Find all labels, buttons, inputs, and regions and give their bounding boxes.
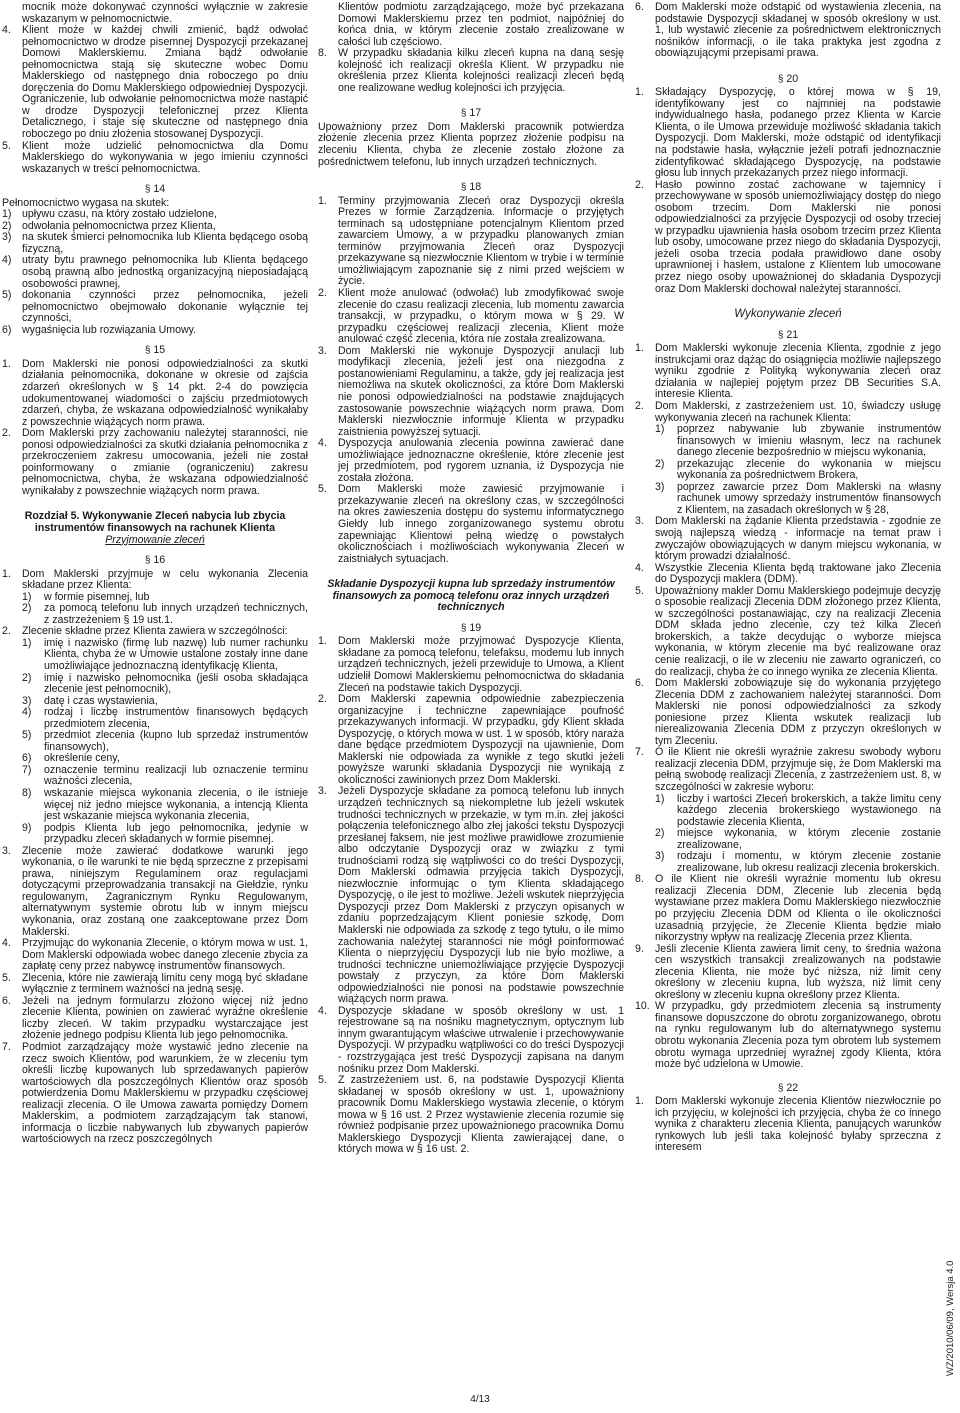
item-number: 4.	[2, 24, 11, 37]
section-heading-20: § 20	[777, 72, 799, 85]
list-item: 2. Klient może anulować (odwołać) lub zmodyfikować swoje zlecenie do czasu realizacji zlecenia, lub momentu zawarcia transakcji, w przypadku, o którym mowa w § 29. W przypadku częściowej realizacji zlecenia, Klient może anulować część zlecenia, która nie została zrealizowana.	[318, 287, 624, 346]
list-item: 6) wygaśnięcia lub rozwiązania Umowy.	[2, 323, 197, 336]
list-item: 7. Podmiot zarządzający może wystawić jedno zlecenie na rzecz swoich Klientów, pod warunkiem, że w zleceniu tym określi liczbę kupowanych lub sprzedawanych papierów wartościowych dla poszczególnych Klientów oraz sposób potwierdzenia Domu Maklerskiemu w przypadku częściowej realizacji zlecenia. O ile Umowa zawarta pomiędzy Domem Maklerskim, a podmiotem zarządzającym tak stanowi, informacja o liczbie nabywanych lub zbywanych papierów wartościowych na rzecz poszczególnych	[2, 1041, 308, 1146]
list-item: 4) rodzaj i liczbę instrumentów finansowych będących przedmiotem zlecenia,	[22, 706, 308, 730]
item-text: Klient może udzielić pełnomocnictwa dla Domu Maklerskiego do wykonywania w jego imieniu czynności wskazanych w treści pełnomocnictwa.	[22, 139, 308, 175]
version-label: WZ/2010/06/09, Wersja 4.0	[945, 1260, 956, 1376]
list-item: 1. Dom Maklerski nie ponosi odpowiedzialności za skutki działania pełnomocnika, dokonane w okresie od zajścia zdarzeń określonych w § 14 pkt. 2-4 do powzięcia udokumentowanej wiadomości o zajściu przedmiotowych zdarzeń, chyba, że wskazana odpowiedzialność wynikałaby z powszechnie wiążących norm prawa.	[2, 357, 308, 428]
subsection-heading: Wykonywanie zleceń	[734, 308, 842, 321]
list-item: 3) na skutek śmierci pełnomocnika lub Klienta będącego osobą fizyczną,	[2, 231, 308, 255]
list-item: 1. Terminy przyjmowania Zleceń oraz Dyspozycji określa Prezes w formie Zarządzenia. Informacje o przyjętych terminach są udostępniane potencjalnym Klientom przed zawarciem Umowy, a w przypadku planowanych zmian terminów przyjmowania Zleceń oraz Dyspozycji przekazywane są niezwłocznie Klientom w trybie i w terminie umożliwiającym zapoznanie się z nimi przed wejściem w życie.	[318, 194, 624, 288]
list-item: 2. Dom Maklerski przy zachowaniu należytej staranności, nie ponosi odpowiedzialności za skutki działania pełnomocnika z przekroczeniem zakresu umocowania, jeżeli nie został poinformowany o zmianie (ograniczeniu) zakresu pełnomocnictwa, chyba, że wskazana odpowiedzialność wynikałaby z powszechnie wiążących norm prawa.	[2, 427, 308, 497]
list-item: 3. Jeżeli Dyspozycje składane za pomocą telefonu lub innych urządzeń technicznych są niekompletne lub jeżeli wskutek trudności technicznych w przekazie, w tym m.in. złej jakości połączenia telefonicznego albo złej jakości tekstu Dyspozycji przesłanej faksem, nie jest możliwe prawidłowe zrozumienie albo odczytanie Dyspozycji oraz w związku z tymi trudnościami rodzą się wątpliwości co do treści Dyspozycji, Dom Maklerski odmawia przyjęcia takich Dyspozycji, niezwłocznie informując o tym Klienta składającego Dyspozycję, o ile jest to możliwe. Jeżeli wskutek nieprzyjęcia Dyspozycji przez Dom Maklerski z przyczyn opisanych w zdaniu poprzedzającym Klient poniesie szkodę, Dom Maklerski nie odpowiada za szkodę z tego tytułu, o ile mimo zachowania należytej staranności nie mógł poinformować Klienta o nieprzyjęciu Dyspozycji lub nie było możliwe, a trudności techniczne uniemożliwiające przyjęcie Dyspozycji powstały z przyczyn, za które Dom Maklerski odpowiedzialności nie ponosi na podstawie powszechnie wiążących norm prawa.	[318, 785, 624, 1006]
list-item	[2, 141, 308, 176]
column-1	[2, 2, 308, 1146]
list-item: 6. Jeżeli na jednym formularzu złożono więcej niż jedno zlecenie Klienta, powinien on zawierać wyraźne określenie liczby zleceń. W takim przypadku wystarczające jest złożenie jednego podpisu Klienta lub jego pełnomocnika.	[2, 994, 308, 1042]
section-heading-18: § 18	[460, 181, 482, 194]
list-item: 1. Dom Maklerski wykonuje zlecenia Klienta, zgodnie z jego instrukcjami oraz dążąc do osiągnięcia możliwie najlepszego wyniku zgodnie z Polityką wykonywania zleceń oraz działania w najlepiej pojętym przez DB Securities S.A. interesie Klienta.	[635, 342, 941, 401]
list-item: 3. Zlecenie może zawierać dodatkowe warunki jego wykonania, o ile warunki te nie będą sprzeczne z przepisami prawa, niniejszym Regulaminem oraz regulacjami dotyczącymi przeprowadzania transakcji na Giełdzie, rynku regulowanym, Zagranicznym Rynku Regulowanym, alternatywnym systemie obrotu lub w innym miejscu wykonania, oraz zostaną one zaakceptowane przez Dom Maklerski.	[2, 844, 308, 938]
column-2	[318, 2, 624, 1156]
list-item: 1. Dom Maklerski może przyjmować Dyspozycje Klienta, składane za pomocą telefonu, telefaksu, modemu lub innych urządzeń technicznych, jeżeli przewiduje to Umowa, a Klient udzielił Domowi Maklerskiemu pełnomocnictwa do składania Zleceń na podstawie takich Dyspozycji.	[318, 635, 624, 694]
s14-list	[2, 209, 308, 336]
paragraph-continuation: Klientów podmiotu zarządzającego, może być przekazana Domowi Maklerskiemu przez ten podmiot, najpóźniej do końca dnia, w którym zlecenie zostało zrealizowane w całości lub częściowo.	[338, 1, 624, 48]
item-text: Klient może w każdej chwili zmienić, bądź odwołać pełnomocnictwo w drodze pisemnej Dyspozycji przekazanej Domowi Maklerskiemu. Zmiana bądź odwołanie pełnomocnictwa stają się skuteczne wobec Domu Maklerskiego od następnego dnia roboczego po dniu doręczenia do Domu Maklerskiego odpowiedniej Dyspozycji. Ograniczenie, lub odwołanie pełnomocnictwa może nastąpić w drodze Dyspozycji telefonicznej przez Klienta Detalicznego, i staje się skuteczne od następnego dnia roboczego po dniu złożenia stosowanej Dyspozycji.	[22, 24, 308, 141]
section-heading-22: § 22	[777, 1081, 799, 1094]
list-item: 2) odwołania pełnomocnictwa przez Klienta,	[2, 219, 216, 232]
list-item: 3) datę i czas wystawienia,	[22, 694, 158, 707]
item-text: mocnik może dokonywać czynności wyłącznie w zakresie wskazanym w pełnomocnictwie.	[22, 1, 308, 25]
list-item: 1) liczby i wartości Zleceń brokerskich, a także limitu ceny każdego zlecenia brokerskiego wystawionego na podstawie zlecenia Klienta,	[655, 792, 941, 828]
section-heading-14: § 14	[144, 183, 166, 196]
section-heading-19: § 19	[460, 621, 482, 634]
item-number: 5.	[2, 139, 11, 152]
list-item: 5. Upoważniony makler Domu Maklerskiego podejmuje decyzję o sposobie realizacji Zlecenia DDM złożonego przez Klienta, w szczególności postanawiając, czy na realizacji Zlecenia DDM składa jedno zlecenie, czy też kilka Zleceń brokerskich, a także decydując o wyborze miejsca wykonania, w którym zlecenie ma być realizowane oraz cenie realizacji, o ile w zleceniu nie zawarto ograniczeń, co do realizacji, chyba że co innego wynika ze zlecenia Klienta.	[635, 584, 941, 678]
list-item: 4. Dyspozycja anulowania zlecenia powinna zawierać dane umożliwiające jednoznaczne określenie, które zlecenie jest jej przedmiotem, pod rygorem uznania, iż Dyspozycja nie została złożona.	[318, 437, 624, 484]
column-3	[635, 2, 941, 1154]
chapter-subtitle: Przyjmowanie zleceń	[105, 533, 205, 546]
list-item: 3) poprzez zawarcie przez Dom Maklerski na własny rachunek umowy sprzedaży instrumentów finansowych z Klientem, na zasadach określonych w § 28,	[655, 480, 941, 516]
list-item: 7) oznaczenie terminu realizacji lub oznaczenie terminu ważności zlecenia,	[22, 763, 308, 788]
list-item: 4. Wszystkie Zlecenia Klienta będą traktowane jako Zlecenia do Dyspozycji maklera (DDM).	[635, 561, 941, 586]
subsection-heading: Składanie Dyspozycji kupna lub sprzedaży instrumentów finansowych za pomocą telefonu oraz innych urządzeń technicznych	[327, 578, 615, 614]
list-item: 6. Dom Maklerski może odstąpić od wystawienia zlecenia, na podstawie Dyspozycji składanej w sposób określony w ust. 1, lub wystawić zlecenie za pośrednictwem elektronicznych nośników informacji, o ile taka praktyka jest zgodna z obowiązującymi przepisami prawa.	[635, 1, 941, 60]
list-item: 8) wskazanie miejsca wykonania zlecenia, o ile istnieje więcej niż jedno miejsce wykonania, a intencją Klienta jest wskazanie miejsca wykonania zlecenia,	[22, 787, 308, 823]
list-item: 3) rodzaju i momentu, w którym zlecenie zostanie zrealizowane, lub okresu realizacji zlecenia brokerskich.	[655, 850, 941, 874]
list-item: 1) imię i nazwisko (firmę lub nazwę) lub numer rachunku Klienta, chyba że w Umowie ustalone zostały inne dane umożliwiające jednoznaczną identyfikację Klienta,	[22, 636, 308, 672]
section-heading-17: § 17	[460, 107, 482, 120]
list-item: 5) dokonania czynności przez pełnomocnika, jeżeli pełnomocnictwo obejmowało dokonanie wyłącznie tej czynności,	[2, 289, 308, 325]
list-item: 1) upływu czasu, na który zostało udzielone,	[2, 208, 217, 221]
sub-list	[655, 794, 941, 875]
list-item: 9) podpis Klienta lub jego pełnomocnika, jedynie w przypadku zleceń składanych w formie pisemnej.	[22, 821, 308, 846]
section-heading-21: § 21	[777, 328, 799, 341]
list-item: 3. Dom Maklerski na żądanie Klienta przedstawia - zgodnie ze swoją najlepszą wiedzą - informacje na temat praw i zwyczajów obowiązujących w danym miejscu wykonania, w którym prowadzi działalność.	[635, 515, 941, 563]
list-item: 8. W przypadku składania kilku zleceń kupna na daną sesję kolejność ich realizacji określa Klient. W przypadku nie określenia przez Klienta kolejności realizacji zleceń będą one realizowane według kolejności ich przyjęcia.	[318, 47, 624, 94]
sub-list	[655, 424, 941, 516]
section-heading-16: § 16	[144, 554, 166, 567]
list-item: 2. Dom Maklerski zapewnia odpowiednie zabezpieczenia organizacyjne i techniczne zapewniające poufność przekazywanych informacji. W przypadku, gdy Klient składa Dyspozycję, o których mowa w ust. 1 w sposób, który naraża dane będące przedmiotem Dyspozycji na ujawnienie, Dom Maklerski nie odpowiada za wynikłe z tego skutki jeżeli powyższe warunki składania Dyspozycji nie wynikają z okoliczności zawinionych przez Dom Maklerski.	[318, 693, 624, 786]
list-item: 5. Zlecenia, które nie zawierają limitu ceny mogą być składane wyłącznie z terminem ważności na jedną sesję.	[2, 971, 308, 996]
list-item: 1. Dom Maklerski wykonuje zlecenia Klientów niezwłocznie po ich przyjęciu, w kolejności ich przyjęcia, chyba że co innego wynika z charakteru zlecenia Klienta, panujących warunków rynkowych lub jeśli taka kolejność byłaby sprzeczna z interesem	[635, 1095, 941, 1154]
list-item: 2) za pomocą telefonu lub innych urządzeń technicznych, z zastrzeżeniem § 19 ust.1.	[22, 602, 308, 626]
list-item: 1) poprzez nabywanie lub zbywanie instrumentów finansowych w imieniu własnym, lecz na rachunek danego zlecenie bezpośrednio w miejscu wykonania,	[655, 423, 941, 459]
list-item: 2. Zlecenie składne przez Klienta zawiera w szczególności:	[2, 625, 288, 638]
item-number	[2, 2, 22, 25]
list-item: 3. Dom Maklerski nie wykonuje Dyspozycji anulacji lub modyfikacji zlecenia, jeżeli jest ona niezgodna z postanowieniami Regulaminu, a także, gdy jej realizacja jest niemożliwa na skutek okoliczności, za które Dom Maklerski nie ponosi odpowiedzialności na podstawie znajdujących zastosowanie powszechnie wiążących norm prawa. Dom Maklerski niezwłocznie informuje Klienta w przypadku zaistnienia powyższej sytuacji.	[318, 344, 624, 438]
list-item	[2, 2, 308, 25]
list-item: 1. Dom Maklerski przyjmuje w celu wykonania Zlecenia składane przez Klienta:	[2, 567, 308, 592]
list-item: 1) w formie pisemnej, lub	[22, 590, 150, 603]
list-item: 5. Z zastrzeżeniem ust. 6, na podstawie Dyspozycji Klienta składanej w sposób określony w ust. 1, upoważniony pracownik Domu Maklerskiego wystawia zlecenie, o którym mowa w § 16 ust. 2 Przez wystawienie zlecenia rozumie się również podpisanie przez upoważnionego pracownika Domu Maklerskiego Dyspozycji Klienta zawierającej dane, o których mowa w § 16 ust. 2.	[318, 1074, 624, 1156]
sub-list	[22, 592, 308, 627]
list-item: 4. Przyjmując do wykonania Zlecenie, o którym mowa w ust. 1, Dom Maklerski odpowiada wobec danego zlecenie zbycia za zapłatę ceny przez nabywcę instrumentów finansowych.	[2, 937, 308, 973]
list-item	[2, 25, 308, 140]
page-number: 4/13	[470, 1394, 490, 1405]
list-item: 9. Jeśli zlecenie Klienta zawiera limit ceny, to średnia ważona cen wszystkich transakcji zrealizowanych na podstawie zlecenia Klienta, nie może być niższa, niż limit ceny określony w zleceniu kupna, lub wyższa, niż limit ceny określony w zleceniu kupna określony przez Klienta.	[635, 942, 941, 1001]
section-paragraph: Upoważniony przez Dom Maklerski pracownik potwierdza złożenie zlecenia przez Klienta poprzez złożenie podpisu na zleceniu Klienta, chyba że zlecenie zostało złożone za pośrednictwem telefonu, lub innych urządzeń technicznych.	[318, 120, 624, 168]
list-item: 6. Dom Maklerski zobowiązuje się do wykonania przyjętego Zlecenia DDM z zachowaniem należytej staranności. Dom Maklerski nie ponosi odpowiedzialności za szkody poniesione przez Klienta wskutek realizacji lub nierealizowania Zlecenia DDM z przyczyn określonych w tym Zleceniu.	[635, 677, 941, 747]
chapter-title: Rozdział 5. Wykonywanie Zleceń nabycia lub zbycia instrumentów finansowych na rachunek Klienta	[24, 510, 286, 534]
list-item: 2. Dom Maklerski, z zastrzeżeniem ust. 10, świadczy usługę wykonywania zleceń na rachunek Klienta:	[635, 399, 941, 424]
sub-list	[22, 638, 308, 846]
list-item: 2) przekazując zlecenie do wykonania w miejscu wykonania za pośrednictwem Brokera,	[655, 457, 941, 482]
section-heading-15: § 15	[144, 344, 166, 357]
list-item: 4. Dyspozycje składane w sposób określony w ust. 1 rejestrowane są na nośniku magnetycznym, optycznym lub innym gwarantującym właściwe utrwalenie i przechowywanie Dyspozycji. W przypadku wątpliwości co do treści Dyspozycji - rozstrzygająca jest treść Dyspozycji zapisana na danym nośniku przez Dom Maklerski.	[318, 1004, 624, 1075]
list-item: 1. Składający Dyspozycję, o której mowa w § 19, identyfikowany jest co najmniej na podstawie indywidualnego hasła, podanego przez Klienta w Karcie Klienta, o ile Umowa przewiduje możliwość składania takich Dyspozycji. Dom Maklerski, może odstąpić od identyfikacji na podstawie hasła, wyłącznie jeżeli potrafi jednoznacznie zidentyfikować składającego Dyspozycję, na podstawie głosu lub innych przekazanych przez niego informacji.	[635, 86, 941, 180]
list-item: 2. Hasło powinno zostać zachowane w tajemnicy i przechowywane w sposób uniemożliwiający dostęp do niego osobom trzecim. Dom Maklerski nie ponosi odpowiedzialności za przyjęcie Dyspozycji od osoby trzeciej w przypadku ujawnienia hasła osobom trzecim przez Klienta lub osoby, umocowane przez niego do składania Dyspozycji, jeżeli osoba trzecia podała prawidłowo dane osoby uprawnionej i hasłem, ustalone z Klientem lub umocowane przez niego osoby upoważnionej do składania Dyspozycji oraz Dom Maklerski dochował należytej staranności.	[635, 178, 941, 295]
list-item: 8. O ile Klient nie określi wyraźnie momentu lub okresu realizacji Zlecenia DDM, Zlecenie lub zlecenia będą wystawiane przez maklera Domu Maklerskiego niezwłocznie po przyjęciu Zlecenia DDM od Klienta o ile okoliczności uzasadnią przyjęcie, że Zlecenie Klienta będzie miało nikorzystny wpływ na realizację Zlecenia przez Klienta.	[635, 873, 941, 944]
list-item: 4) utraty bytu prawnego pełnomocnika lub Klienta będącego osobą prawną albo jednostką organizacyjną nieposiadającą osobowości prawnej,	[2, 254, 308, 290]
list-item: 7. O ile Klient nie określi wyraźnie zakresu swobody wyboru realizacji zlecenia DDM, przyjmuje się, że Dom Maklerski ma pełną swobodę realizacji Zlecenia, z zastrzeżeniem ust. 8, w szczególności w zakresie wyboru:	[635, 746, 941, 793]
list-item: 2) imię i nazwisko pełnomocnika (jeśli osoba składająca zlecenie jest pełnomocnik),	[22, 671, 308, 696]
section-intro: Pełnomocnictwo wygasa na skutek:	[2, 196, 170, 209]
list-item: 5. Dom Maklerski może zawiesić przyjmowanie i przekazywanie zleceń na określony czas, w szczególności na okres zawieszenia dostępu do systemu informatycznego Giełdy lub innego zorganizowanego systemu obrotu zapewniając Klientowi pełną wiedzę o powstałych okolicznościach i możliwościach wykonywania Zleceń w zaistniałych sytuacjach.	[318, 483, 624, 565]
list-item: 2) miejsce wykonania, w którym zlecenie zostanie zrealizowane,	[655, 827, 941, 851]
list-item: 5) przedmiot zlecenia (kupno lub sprzedaż instrumentów finansowych),	[22, 729, 308, 753]
list-item: 10. W przypadku, gdy przedmiotem zlecenia są instrumenty finansowe dopuszczone do obrotu zorganizowanego, obrotu na rynku regulowanym lub do alternatywnego systemu obrotu wykonania Zlecenia poza tym obrotem lub systemem obrotu wymaga uprzedniej wyraźnej zgody Klienta, która może być udzielona w Umowie.	[635, 1000, 941, 1071]
list-item: 6) określenie ceny,	[22, 752, 120, 765]
